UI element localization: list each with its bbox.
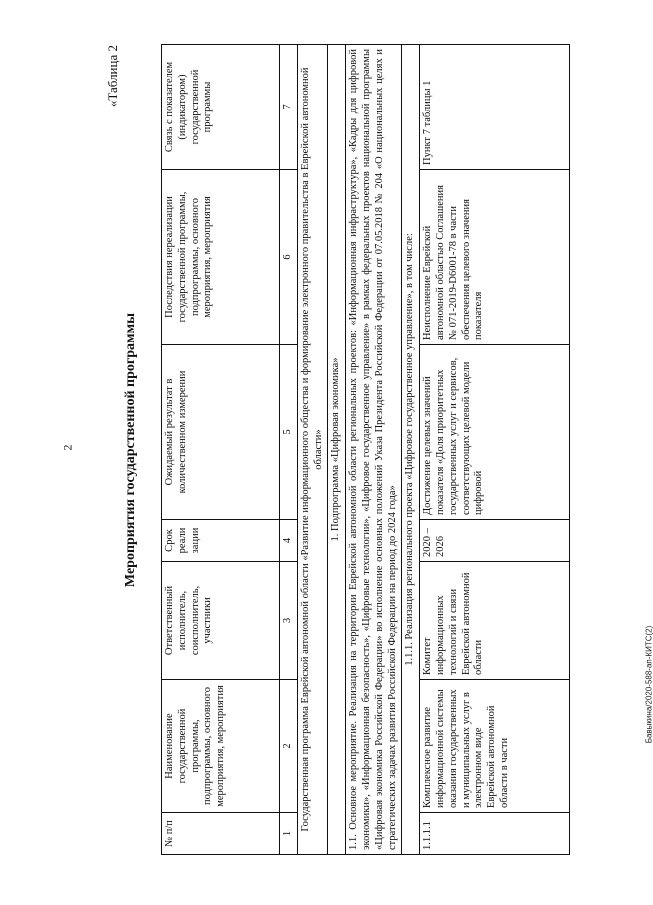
table-header-row	[162, 45, 280, 855]
col-number: 7	[280, 45, 298, 170]
header-num: № п/п	[162, 813, 280, 855]
col-number: 4	[280, 520, 298, 562]
table-row	[420, 45, 570, 855]
document-title: Мероприятия государственной программы	[123, 312, 138, 588]
project-row	[402, 45, 420, 855]
main-event-row	[346, 45, 402, 855]
col-number: 2	[280, 680, 298, 813]
row-consequence: Неисполнение Еврейской автономной областью Соглашения № 071-2019-D6001-78 в части обеспечения целевого значения показателя	[420, 170, 570, 345]
header-link: Связь с показателем (индикатором) государственной программы	[162, 45, 280, 170]
table-label: «Таблица 2	[105, 45, 120, 108]
row-name: Комплексное развитие информационной системы оказания государственных и муниципальных услуг в электронном виде Еврейской автономной области в части	[420, 680, 570, 813]
header-consequence: Последствия нереализации государственной программы, подпрограммы, основного мероприятия, мероприятия	[162, 170, 280, 345]
program-title: Государственная программа Еврейской автономной области «Развитие информационного общества и формирование электронного правительства в Еврейской автономной области»	[297, 45, 328, 855]
program-row	[297, 45, 328, 855]
col-number: 5	[280, 345, 298, 520]
header-executor: Ответственный исполнитель, соисполнитель, участники	[162, 562, 280, 680]
row-link: Пункт 7 таблицы 1	[420, 45, 570, 170]
header-name: Наименование государственной программы, подпрограммы, основного мероприятия, мероприятия	[162, 680, 280, 813]
project-title: 1.1.1. Реализация регионального проекта «Цифровое государственное управление», в том числе:	[402, 45, 420, 855]
page-number: 2	[60, 444, 75, 451]
col-number: 6	[280, 170, 298, 345]
measures-table	[161, 44, 570, 855]
main-event-title: 1.1. Основное мероприятие. Реализация на территории Еврейской автономной области региональных проектов: «Информационная инфраструктура», «Кадры для цифровой экономики», «Информационная безопасность», «Цифровые технологии», «Цифровое государственное управление» в рамках федеральных проектов национальной программы «Цифровая экономика Российской Федерации» во исполнение основных положений Указа Президента Российской Федерации от 07.05.2018 № 204 «О национальных целях и стратегических задачах развития Российской Федерации на период до 2024 года»	[346, 45, 402, 855]
col-number: 1	[280, 813, 298, 855]
subprogram-row	[328, 45, 346, 855]
footer-code: Бавыкина/2020-588-ап-КИТС(2)	[644, 625, 653, 744]
header-result: Ожидаемый результат в количественном измерении	[162, 345, 280, 520]
column-number-row	[280, 45, 298, 855]
row-executor: Комитет информационных технологий и связи Еврейской автономной области	[420, 562, 570, 680]
row-result: Достижение целевых значений показателя «Доля приоритетных государственных услуг и сервисов, соответствующих целевой модели цифровой	[420, 345, 570, 520]
header-term: Срок реали зации	[162, 520, 280, 562]
row-term: 2020 – 2026	[420, 520, 570, 562]
col-number: 3	[280, 562, 298, 680]
subprogram-title: 1. Подпрограмма «Цифровая экономика»	[328, 45, 346, 855]
document-sheet	[105, 45, 605, 855]
row-num: 1.1.1.1	[420, 813, 570, 855]
